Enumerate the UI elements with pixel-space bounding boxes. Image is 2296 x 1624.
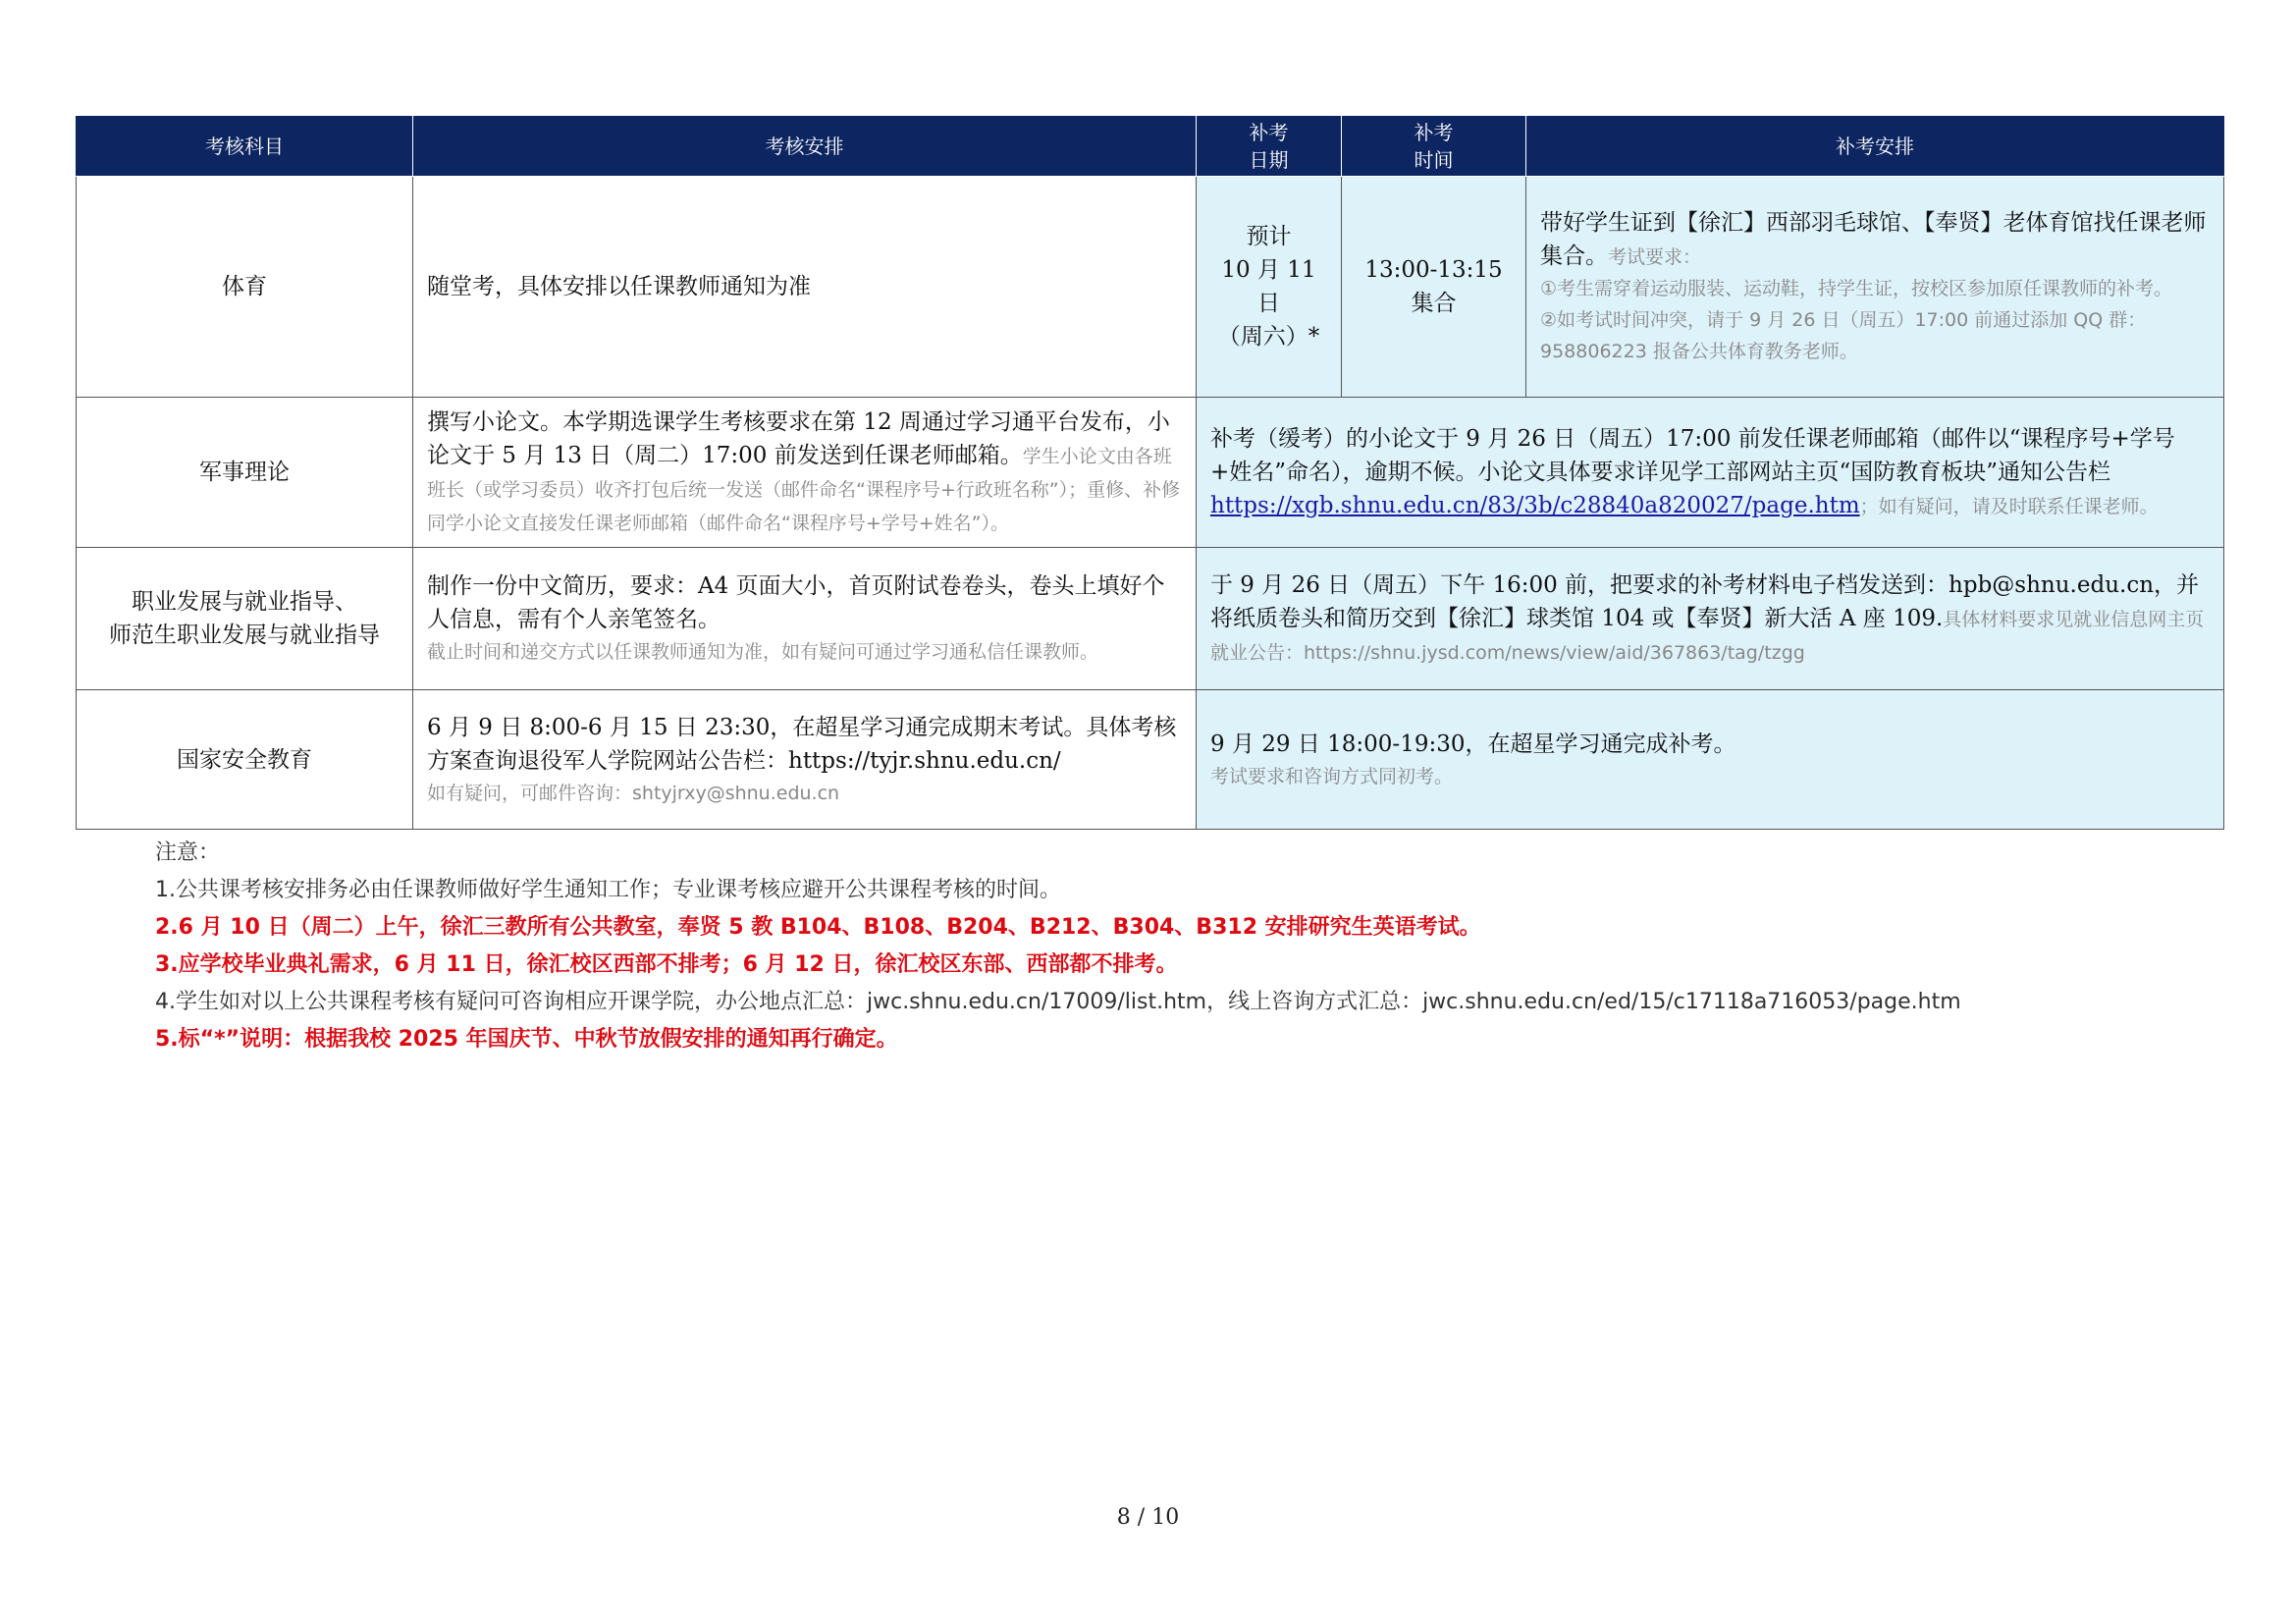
makeup-arrangement-text: 于 9 月 26 日（周五）下午 16:00 前，把要求的补考材料电子档发送到：hpb@shnu.edu.cn，并将纸质卷头和简历交到【徐汇】球类馆 104 或【奉贤】新大活 A 座 109. [1210,572,2200,631]
makeup-time-line1: 13:00-13:15 [1364,257,1503,283]
makeup-arrangement-cell [1526,177,2224,398]
table-row [77,177,2224,398]
makeup-arrangement-text: 带好学生证到【徐汇】西部羽毛球馆、【奉贤】老体育馆找任课老师集合。 [1540,210,2207,269]
arrangement-text: 6 月 9 日 8:00-6 月 15 日 23:30，在超星学习通完成期末考试。具体考核方案查询退役军人学院网站公告栏：https://tyjr.shnu.edu.cn/ [427,714,1177,774]
table-row [77,548,2224,690]
table-row [77,690,2224,830]
makeup-arrangement-note: 考试要求和咨询方式同初考。 [1210,765,1454,787]
arrangement-note: 截止时间和递交方式以任课教师通知为准，如有疑问可通过学习通私信任课教师。 [427,641,1099,663]
makeup-date-line2: 10 月 11 日 [1221,257,1316,316]
subject-cell [77,548,413,690]
arrangement-text: 撰写小论文。本学期选课学生考核要求在第 12 周通过学习通平台发布，小论文于 5 月 13 日（周二）17:00 前发送到任课老师邮箱。 [427,409,1170,468]
arrangement-text: 随堂考，具体安排以任课教师通知为准 [427,274,811,299]
subject-cell: 军事理论 [77,398,413,548]
subject-line2: 师范生职业发展与就业指导 [109,623,380,648]
header-makeup-date [1197,117,1342,177]
arrangement-note: 学生小论文由各班班长（或学习委员）收齐打包后统一发送（邮件命名“课程序号+行政班名称”）；重修、补修同学小论文直接发任课老师邮箱（邮件命名“课程序号+学号+姓名”）。 [427,446,1181,534]
arrangement-note: 如有疑问，可邮件咨询：shtyjrxy@shnu.edu.cn [427,782,840,804]
subject-line1: 职业发展与就业指导、 [132,589,357,615]
table-header-row [77,117,2224,177]
note-item-3: 3.应学校毕业典礼需求，6 月 11 日，徐汇校区西部不排考；6 月 12 日，徐汇校区东部、西部都不排考。 [155,952,1178,977]
note-item-4: 4.学生如对以上公共课程考核有疑问可咨询相应开课学院，办公地点汇总：jwc.shnu.edu.cn/17009/list.htm，线上咨询方式汇总：jwc.shnu.edu.cn/ed/15/c17118a716053/page.htm [155,990,1961,1014]
makeup-requirement-1: ①考生需穿着运动服装、运动鞋，持学生证，按校区参加原任课教师的补考。 [1540,278,2173,299]
exam-schedule-table [76,116,2224,830]
note-item-5: 5.标“*”说明：根据我校 2025 年国庆节、中秋节放假安排的通知再行确定。 [155,1027,898,1052]
header-makeup-date-line2: 日期 [1249,148,1289,172]
notes-section [155,835,2118,1058]
makeup-arrangement-note: 具体材料要求见就业信息网主页就业公告：https://shnu.jysd.com/news/view/aid/367863/tag/tzgg [1210,609,2205,664]
makeup-arrangement-cell [1197,398,2224,548]
arrangement-cell [413,398,1197,548]
xgb-notice-link[interactable]: https://xgb.shnu.edu.cn/83/3b/c28840a820027/page.htm [1210,493,1860,518]
arrangement-cell [413,690,1197,830]
header-makeup-time [1342,117,1526,177]
header-makeup-time-line2: 时间 [1414,148,1454,172]
table-row [77,398,2224,548]
makeup-arrangement-cell [1197,690,2224,830]
note-item-1: 1.公共课考核安排务必由任课教师做好学生通知工作；专业课考核应避开公共课程考核的时间。 [155,878,1061,902]
header-makeup-date-line1: 补考 [1249,121,1289,144]
makeup-date-cell [1197,177,1342,398]
makeup-arrangement-note: ；如有疑问，请及时联系任课老师。 [1859,496,2159,517]
subject-cell: 体育 [77,177,413,398]
arrangement-cell [413,548,1197,690]
notes-heading: 注意： [155,840,221,865]
makeup-requirement-heading: 考试要求： [1608,246,1702,268]
note-item-2: 2.6 月 10 日（周二）上午，徐汇三教所有公共教室，奉贤 5 教 B104、B108、B204、B212、B304、B312 安排研究生英语考试。 [155,915,1481,940]
makeup-arrangement-text: 9 月 29 日 18:00-19:30，在超星学习通完成补考。 [1210,731,1736,757]
makeup-date-line1: 预计 [1246,224,1292,249]
header-subject: 考核科目 [77,117,413,177]
exam-schedule-sheet [76,116,2223,830]
header-makeup-time-line1: 补考 [1414,121,1454,144]
makeup-requirement-2: ②如考试时间冲突，请于 9 月 26 日（周五）17:00 前通过添加 QQ 群：958806223 报备公共体育教务老师。 [1540,309,2147,362]
subject-cell: 国家安全教育 [77,690,413,830]
header-makeup-arrangement: 补考安排 [1526,117,2224,177]
page-number: 8 / 10 [1116,1505,1180,1530]
arrangement-cell [413,177,1197,398]
makeup-date-line3: （周六）* [1217,324,1320,350]
header-arrangement: 考核安排 [413,117,1197,177]
makeup-arrangement-text: 补考（缓考）的小论文于 9 月 26 日（周五）17:00 前发任课老师邮箱（邮件以“课程序号+学号+姓名”命名），逾期不候。小论文具体要求详见学工部网站主页“国防教育板块”通知公告栏 [1210,426,2175,485]
makeup-time-line2: 集合 [1411,291,1457,316]
makeup-arrangement-cell [1197,548,2224,690]
makeup-time-cell [1342,177,1526,398]
arrangement-text: 制作一份中文简历，要求：A4 页面大小，首页附试卷卷头，卷头上填好个人信息，需有个人亲笔签名。 [427,573,1165,632]
